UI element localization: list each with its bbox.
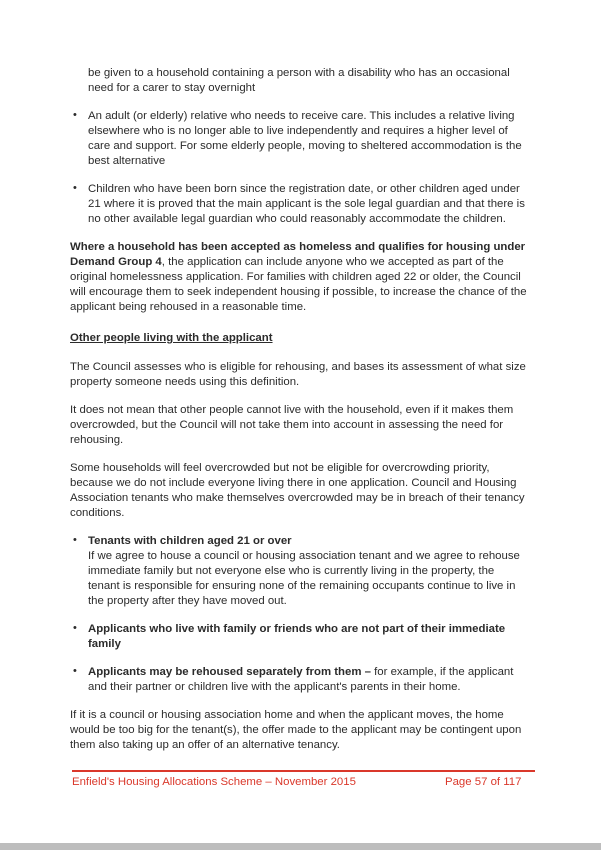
bullet-icon: • xyxy=(73,534,77,546)
bullet-heading: Applicants who live with family or friends who are not part of their immediate family xyxy=(88,623,506,650)
bullet-icon: • xyxy=(73,109,77,121)
bullet-text: Children who have been born since the registration date, or other children aged under 21 where it is proved that the main applicant is the sole legal guardian and that there is no other available legal guardian who could reasonably accommodate the children. xyxy=(88,183,525,225)
footer-page-number: Page 57 of 117 xyxy=(445,776,522,788)
paragraph-does-not-mean: It does not mean that other people cannot live with the household, even if it makes them overcrowded, but the Council will not take them into account in assessing the need for rehousing. xyxy=(70,404,514,446)
bullet-item-adult-relative xyxy=(70,109,528,169)
bullet-icon: • xyxy=(73,622,77,634)
paragraph-overcrowded: Some households will feel overcrowded but not be eligible for overcrowding priority, because we do not include everyone living there in one application. Council and Housing Association tenants who make themselves overcrowded may be in breach of their tenancy conditions. xyxy=(70,462,525,519)
bullet-item-tenants-children xyxy=(70,534,528,609)
section-heading: Other people living with the applicant xyxy=(70,332,273,344)
bullet-heading: Tenants with children aged 21 or over xyxy=(88,535,292,547)
bullet-icon: • xyxy=(73,665,77,677)
bullet-bold-lead: Applicants may be rehoused separately from them – xyxy=(88,666,371,678)
bullet-item-children-born xyxy=(70,182,528,227)
bullet-text: for example, if the applicant and their partner or children live with the applicant's parents in their home. xyxy=(88,666,514,693)
bullet-icon: • xyxy=(73,182,77,194)
homeless-paragraph-bold-lead: Where a household has been accepted as homeless and qualifies for housing under Demand Group 4 xyxy=(70,241,526,268)
bottom-gray-bar xyxy=(0,843,601,850)
bullet-text: An adult (or elderly) relative who needs to receive care. This includes a relative living elsewhere who is no longer able to live independently and requires a higher level of care and support. For some elderly people, moving to sheltered accommodation is the best alternative xyxy=(88,110,522,167)
footer-rule xyxy=(72,770,535,772)
continuation-paragraph: be given to a household containing a person with a disability who has an occasional need for a carer to stay overnight xyxy=(88,67,510,94)
bullet-item-separate-rehousing xyxy=(70,665,528,695)
homeless-paragraph xyxy=(70,240,528,315)
homeless-paragraph-rest: , the application can include anyone who we accepted as part of the original homelessness application. For families with children aged 22 or older, the Council will encourage them to seek independent housing if possible, to increase the chance of the applicant being rehoused in a reasonable time. xyxy=(70,256,527,313)
paragraph-closing: If it is a council or housing association home and when the applicant moves, the home would be too big for the tenant(s), the offer made to the applicant may be contingent upon them also taking up an offer of an alternative tenancy. xyxy=(70,709,522,751)
footer-document-title: Enfield's Housing Allocations Scheme – November 2015 xyxy=(72,776,356,788)
bullet-item-family-friends xyxy=(70,622,528,652)
paragraph-council-assesses: The Council assesses who is eligible for rehousing, and bases its assessment of what size property someone needs using this definition. xyxy=(70,361,526,388)
bullet-body xyxy=(88,534,528,609)
bullet-text: If we agree to house a council or housing association tenant and we agree to rehouse immediate family but not everyone else who is currently living in the property, the tenant is responsible for ensuring none of the remaining occupants continue to live in the property after they have moved out. xyxy=(88,550,520,607)
body-text xyxy=(70,66,528,766)
